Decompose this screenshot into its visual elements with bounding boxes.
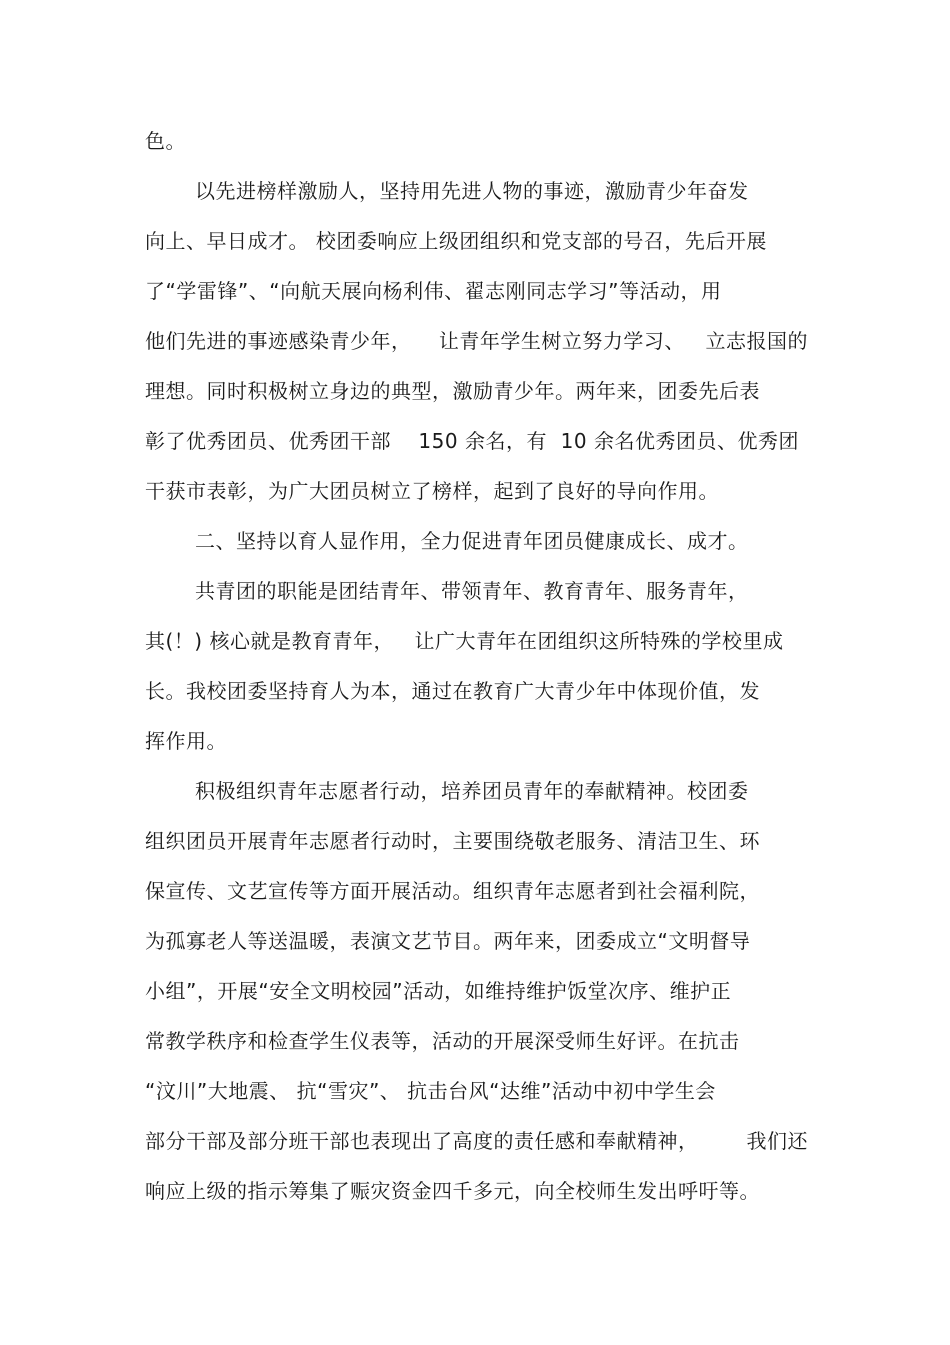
- text-line: 小组”，开展“安全文明校园”活动，如维持维护饭堂次序、维护正: [145, 979, 732, 1003]
- paragraph-first-line: 共青团的职能是团结青年、带领青年、教育青年、服务青年，: [195, 579, 749, 603]
- text-line: 色。: [145, 129, 186, 153]
- text-line: 组织团员开展青年志愿者行动时，主要围绕敬老服务、清洁卫生、环: [145, 829, 760, 853]
- text-line: 长。我校团委坚持育人为本，通过在教育广大青少年中体现价值，发: [145, 679, 760, 703]
- text-line: 了“学雷锋”、“向航天展向杨利伟、翟志刚同志学习”等活动，用: [145, 279, 722, 303]
- text-line: 其(！) 核心就是教育青年， 让广大青年在团组织这所特殊的学校里成: [145, 629, 784, 653]
- section-heading: 二、坚持以育人显作用，全力促进青年团员健康成长、成才。: [195, 529, 749, 553]
- text-line: 常教学秩序和检查学生仪表等，活动的开展深受师生好评。在抗击: [145, 1029, 740, 1053]
- text-line: 挥作用。: [145, 729, 227, 753]
- paragraph-first-line: 以先进榜样激励人，坚持用先进人物的事迹，激励青少年奋发: [195, 179, 749, 203]
- text-line: 他们先进的事迹感染青少年， 让青年学生树立努力学习、 立志报国的: [145, 329, 809, 353]
- text-line: 理想。同时积极树立身边的典型，激励青少年。两年来，团委先后表: [145, 379, 760, 403]
- text-line: “汶川”大地震、 抗“雪灾”、 抗击台风“达维”活动中初中学生会: [145, 1079, 716, 1103]
- paragraph-first-line: 积极组织青年志愿者行动，培养团员青年的奉献精神。校团委: [195, 779, 749, 803]
- text-line: 保宣传、文艺宣传等方面开展活动。组织青年志愿者到社会福利院，: [145, 879, 760, 903]
- text-line: 部分干部及部分班干部也表现出了高度的责任感和奉献精神， 我们还: [145, 1129, 809, 1153]
- text-line: 响应上级的指示筹集了赈灾资金四千多元，向全校师生发出呼吁等。: [145, 1179, 760, 1203]
- text-line: 为孤寡老人等送温暖，表演文艺节目。两年来，团委成立“文明督导: [145, 929, 751, 953]
- text-line: 向上、早日成才。 校团委响应上级团组织和党支部的号召，先后开展: [145, 229, 767, 253]
- text-line: 彰了优秀团员、优秀团干部 150 余名，有 10 余名优秀团员、优秀团: [145, 429, 799, 453]
- text-line: 干获市表彰，为广大团员树立了榜样，起到了良好的导向作用。: [145, 479, 719, 503]
